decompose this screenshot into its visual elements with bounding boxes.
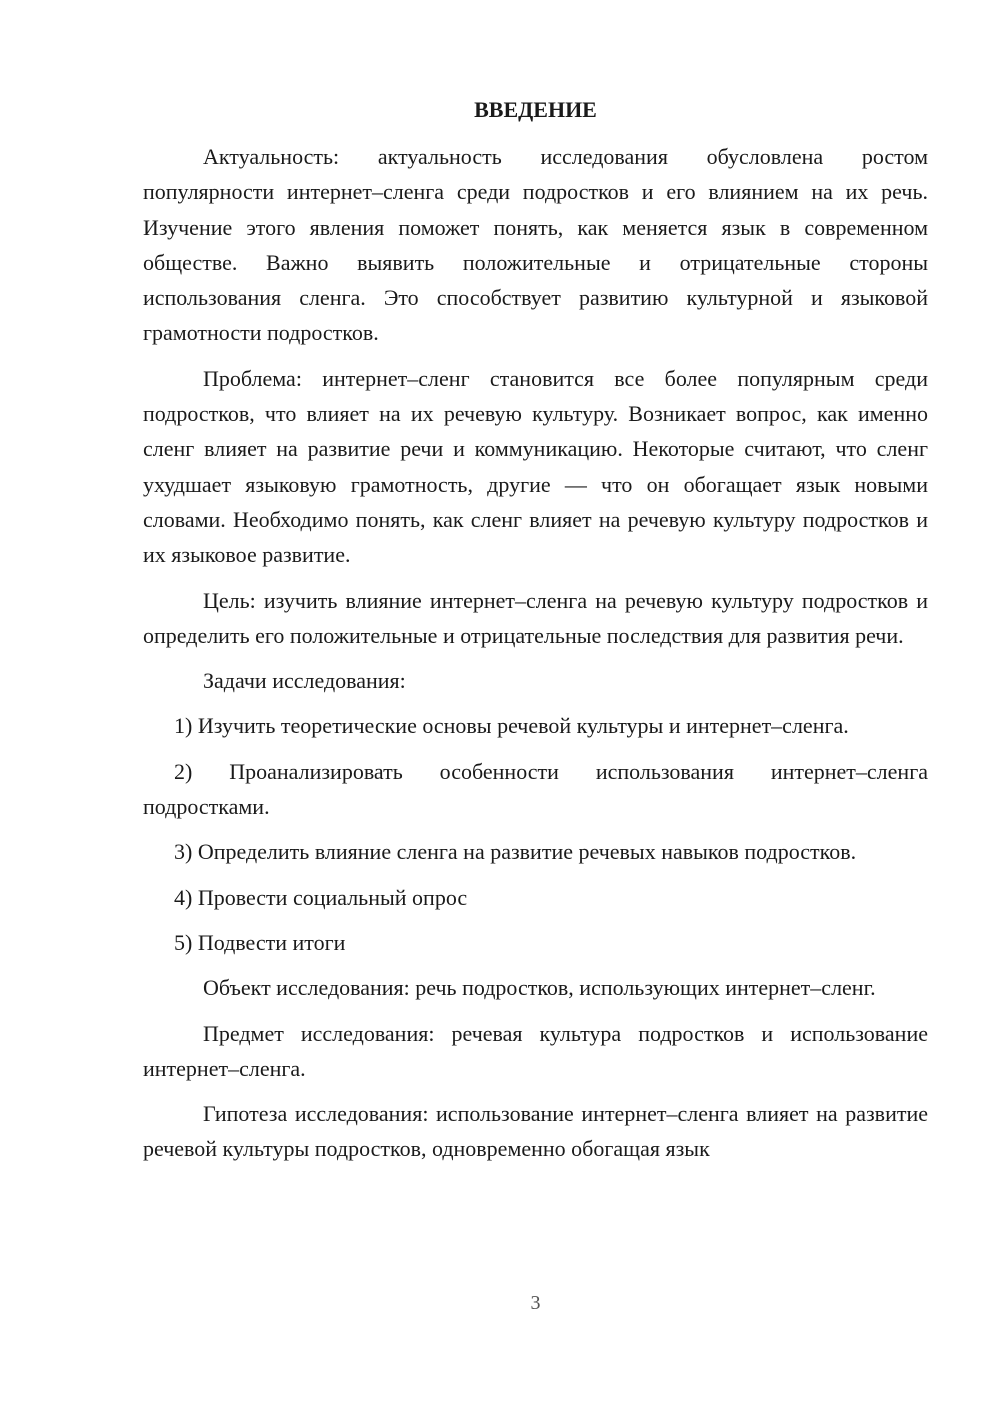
page-title: ВВЕДЕНИЕ: [474, 97, 597, 122]
list-item-task-5: 5) Подвести итоги: [174, 929, 346, 955]
paragraph-subject: Предмет исследования: речевая культура подростков и использование интернет–сленга.: [143, 1020, 928, 1081]
paragraph-problem: Проблема: интернет–сленг становится все более популярным среди подростков, что влияет на их речевую культуру. Возникает вопрос, как именно сленг влияет на развитие речи и коммуникацию. Некоторые считают, что сленг ухудшает языковую грамотность, другие — что он обогащает язык новыми словами. Необходимо понять, как сленг влияет на речевую культуру подростков и их языковое развитие.: [143, 365, 928, 568]
list-item-task-4: 4) Провести социальный опрос: [174, 884, 468, 910]
page-number: 3: [530, 1292, 541, 1314]
paragraph-goal: Цель: изучить влияние интернет–сленга на речевую культуру подростков и определить его положительные и отрицательные последствия для развития речи.: [143, 587, 928, 648]
list-item-task-1: 1) Изучить теоретические основы речевой культуры и интернет–сленга.: [174, 713, 849, 739]
document-page: [143, 92, 928, 1177]
list-item-task-2: 2) Проанализировать особенности использования интернет–сленга подростками.: [143, 758, 928, 820]
paragraph-tasks-heading: Задачи исследования:: [203, 668, 406, 694]
paragraph-object: Объект исследования: речь подростков, использующих интернет–сленг.: [203, 975, 876, 1001]
paragraph-relevance: Актуальность: актуальность исследования обусловлена ростом популярности интернет–сленга среди подростков и его влиянием на их речь. Изучение этого явления поможет понять, как меняется язык в современном обществе. Важно выявить положительные и отрицательные стороны использования сленга. Это способствует развитию культурной и языковой грамотности подростков.: [143, 144, 928, 346]
list-item-task-3: 3) Определить влияние сленга на развитие речевых навыков подростков.: [174, 839, 857, 865]
paragraph-hypothesis: Гипотеза исследования: использование интернет–сленга влияет на развитие речевой культуры подростков, одновременно обогащая язык: [143, 1101, 928, 1162]
